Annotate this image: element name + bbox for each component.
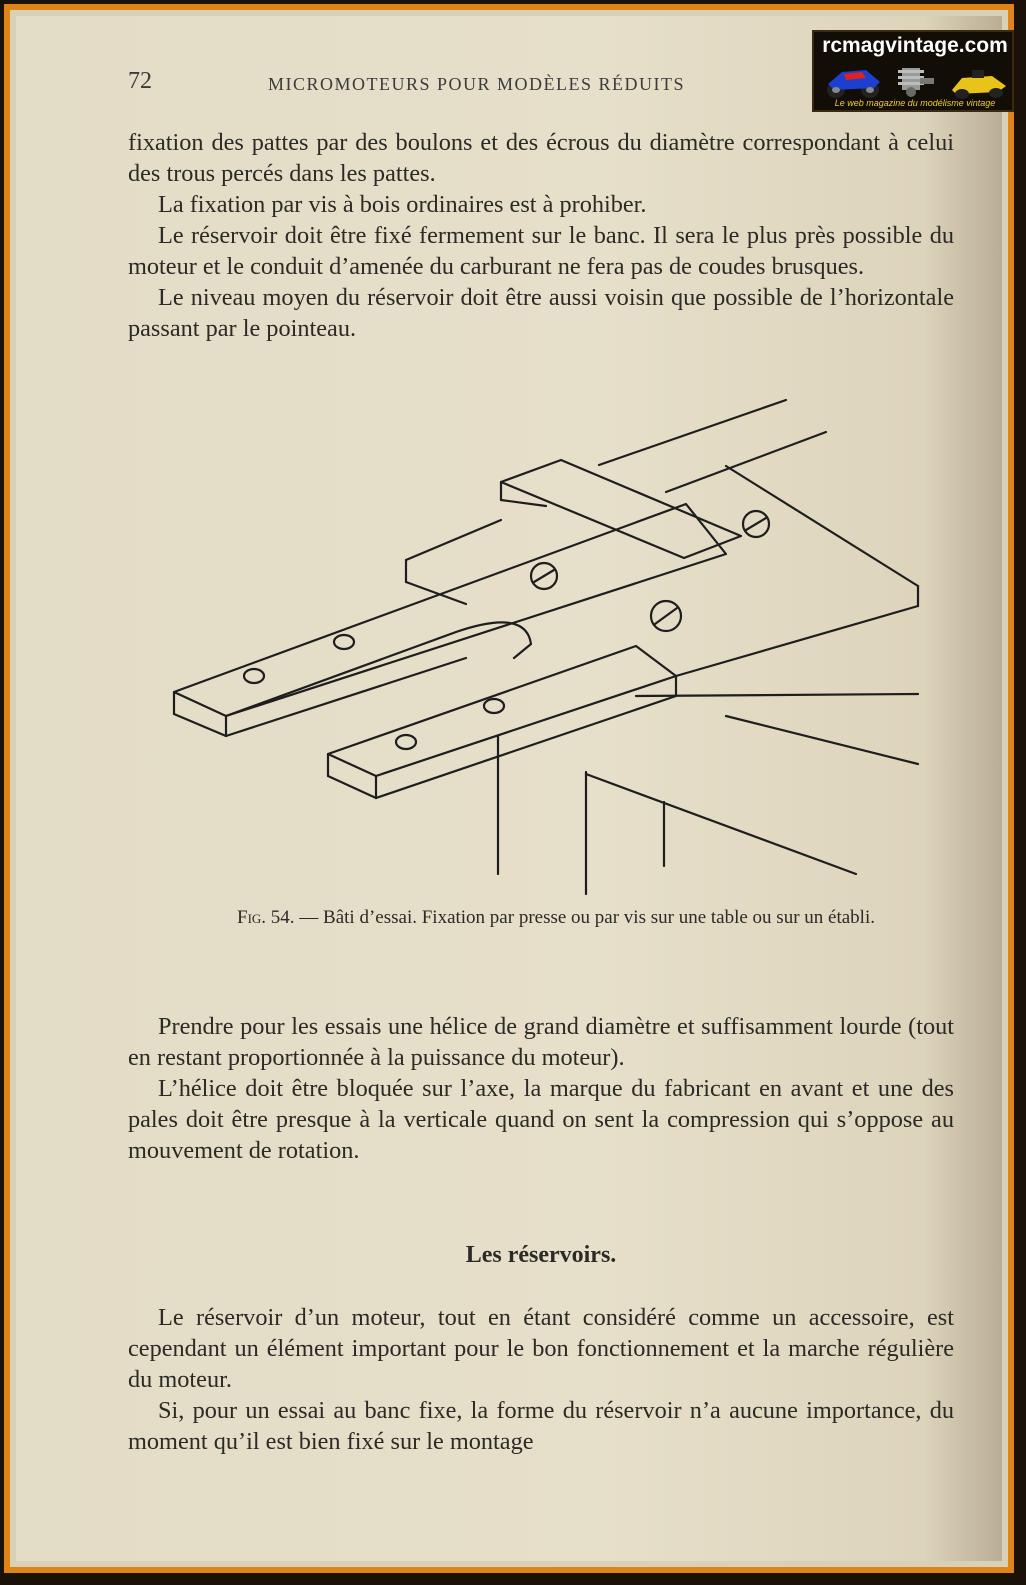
site-logo[interactable] (812, 30, 1014, 112)
figure-caption-text: — Bâti d’essai. Fixation par presse ou par vis sur une table ou sur un établi. (294, 907, 875, 928)
paragraph-continuation: fixation des pattes par des boulons et des écrous du diamètre correspondant à celui des trous percés dans les pattes. (128, 129, 954, 187)
paragraph: L’hélice doit être bloquée sur l’axe, la marque du fabricant en avant et une des pales doit être presque à la verticale quand on sent la compression qui s’oppose au mouvement de rotation. (128, 1075, 954, 1164)
logo-subtitle: Le web magazine du modélisme vintage (834, 98, 996, 108)
logo-title: rcmagvintage.com (822, 34, 1008, 57)
paragraph: Le réservoir d’un moteur, tout en étant considéré comme un accessoire, est cependant un élément important pour le bon fonctionnement et la marche régulière du moteur. (128, 1304, 954, 1393)
page-frame (4, 4, 1014, 1573)
running-title: MICROMOTEURS POUR MODÈLES RÉDUITS (268, 74, 686, 94)
paragraph: Le réservoir doit être fixé fermement sur le banc. Il sera le plus près possible du moteur et le conduit d’amenée du carburant ne fera pas de coudes brusques. (128, 222, 954, 280)
paragraph: Le niveau moyen du réservoir doit être aussi voisin que possible de l’horizontale passant par le pointeau. (128, 284, 954, 342)
bottom-text-block (128, 1302, 954, 1457)
figure-caption (206, 906, 906, 930)
paragraph: Prendre pour les essais une hélice de grand diamètre et suffisamment lourde (tout en restant proportionnée à la puissance du moteur). (128, 1013, 954, 1071)
page-number: 72 (128, 68, 152, 94)
test-stand-illustration (166, 396, 926, 896)
paragraph: La fixation par vis à bois ordinaires est à prohiber. (158, 191, 647, 218)
middle-text-block (128, 1011, 954, 1166)
top-text-block (128, 127, 954, 344)
book-page (16, 16, 1008, 1561)
logo-vehicles-icon (822, 60, 1008, 102)
figure-label: Fig. 54. (237, 907, 295, 928)
paragraph: Si, pour un essai au banc fixe, la forme du réservoir n’a aucune importance, du moment qu’il est bien fixé sur le montage (128, 1397, 954, 1455)
page-header (128, 68, 818, 104)
section-heading: Les réservoirs. (465, 1242, 617, 1268)
